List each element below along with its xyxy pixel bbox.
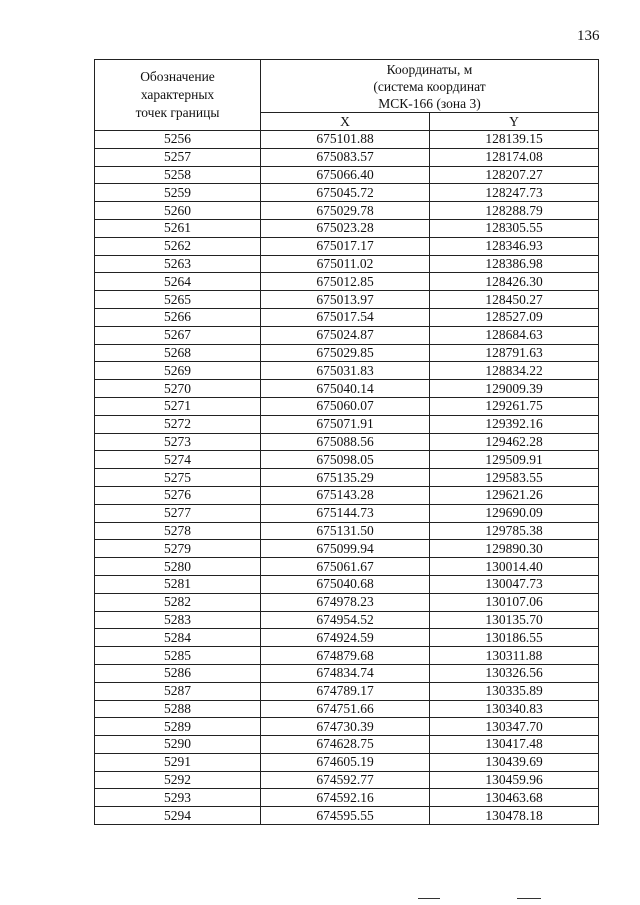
y-coordinate-cell: 129509.91 [430,451,599,469]
y-coordinate-cell: 128791.63 [430,344,599,362]
point-id-cell: 5284 [95,629,261,647]
point-id-cell: 5281 [95,575,261,593]
table-row [95,504,599,522]
table-row [95,415,599,433]
x-coordinate-cell: 675023.28 [261,219,430,237]
x-coordinate-cell: 675011.02 [261,255,430,273]
coords-label-line: Координаты, м [386,61,473,77]
y-coordinate-cell: 130107.06 [430,593,599,611]
y-coordinate-cell: 129890.30 [430,540,599,558]
y-column-header: Y [430,113,599,131]
y-coordinate-cell: 128346.93 [430,237,599,255]
x-coordinate-cell: 674605.19 [261,753,430,771]
table-row [95,166,599,184]
table-row [95,237,599,255]
y-coordinate-cell: 129785.38 [430,522,599,540]
x-coordinate-cell: 674628.75 [261,736,430,754]
table-row [95,131,599,149]
x-coordinate-cell: 674592.77 [261,771,430,789]
point-id-cell: 5293 [95,789,261,807]
x-coordinate-cell: 675029.78 [261,202,430,220]
point-id-cell: 5271 [95,397,261,415]
y-coordinate-cell: 128247.73 [430,184,599,202]
y-coordinate-cell: 128684.63 [430,326,599,344]
x-coordinate-cell: 675066.40 [261,166,430,184]
point-id-cell: 5261 [95,219,261,237]
table-row [95,148,599,166]
point-id-cell: 5288 [95,700,261,718]
table-row [95,540,599,558]
point-id-cell: 5283 [95,611,261,629]
y-coordinate-cell: 128450.27 [430,291,599,309]
y-coordinate-cell: 128834.22 [430,362,599,380]
point-id-cell: 5294 [95,807,261,825]
table-row [95,202,599,220]
point-label-line: Обозначение [140,69,215,84]
x-coordinate-cell: 675098.05 [261,451,430,469]
page-number: 136 [577,28,600,44]
x-coordinate-cell: 675099.94 [261,540,430,558]
point-id-cell: 5275 [95,469,261,487]
y-coordinate-cell: 128426.30 [430,273,599,291]
table-row [95,344,599,362]
point-id-cell: 5285 [95,647,261,665]
table-row [95,397,599,415]
table-row [95,611,599,629]
point-id-cell: 5260 [95,202,261,220]
x-coordinate-cell: 674592.16 [261,789,430,807]
y-coordinate-cell: 130417.48 [430,736,599,754]
point-id-cell: 5286 [95,664,261,682]
footer-mark [418,898,440,899]
y-coordinate-cell: 130135.70 [430,611,599,629]
x-coordinate-cell: 675131.50 [261,522,430,540]
point-id-cell: 5290 [95,736,261,754]
coordinates-table [94,59,599,825]
y-coordinate-cell: 128139.15 [430,131,599,149]
table-row [95,362,599,380]
y-coordinate-cell: 130014.40 [430,558,599,576]
table-row [95,647,599,665]
coordinates-header [261,60,599,113]
point-label-line: характерных [140,87,215,102]
point-id-cell: 5259 [95,184,261,202]
point-id-cell: 5277 [95,504,261,522]
x-coordinate-cell: 675040.68 [261,575,430,593]
x-coordinate-cell: 675012.85 [261,273,430,291]
point-id-cell: 5258 [95,166,261,184]
table-row [95,469,599,487]
table-row [95,807,599,825]
table-row [95,558,599,576]
y-coordinate-cell: 129261.75 [430,397,599,415]
table-row [95,629,599,647]
point-id-cell: 5262 [95,237,261,255]
table-row [95,753,599,771]
x-coordinate-cell: 675088.56 [261,433,430,451]
y-coordinate-cell: 130439.69 [430,753,599,771]
point-label-header [95,60,261,131]
y-coordinate-cell: 128207.27 [430,166,599,184]
point-id-cell: 5291 [95,753,261,771]
x-coordinate-cell: 675045.72 [261,184,430,202]
y-coordinate-cell: 130335.89 [430,682,599,700]
coords-label-line: МСК-166 (зона 3) [378,95,481,111]
table-row [95,184,599,202]
point-id-cell: 5276 [95,486,261,504]
table-row [95,575,599,593]
table-row [95,291,599,309]
x-coordinate-cell: 675143.28 [261,486,430,504]
y-coordinate-cell: 129009.39 [430,380,599,398]
footer-mark [517,898,541,899]
table-row [95,593,599,611]
x-coordinate-cell: 675060.07 [261,397,430,415]
table-row [95,273,599,291]
point-id-cell: 5282 [95,593,261,611]
table-row [95,486,599,504]
point-id-cell: 5256 [95,131,261,149]
table-row [95,664,599,682]
y-coordinate-cell: 130347.70 [430,718,599,736]
point-id-cell: 5265 [95,291,261,309]
point-id-cell: 5278 [95,522,261,540]
point-id-cell: 5264 [95,273,261,291]
table-row [95,451,599,469]
y-coordinate-cell: 129583.55 [430,469,599,487]
x-coordinate-cell: 674954.52 [261,611,430,629]
x-column-header: X [261,113,430,131]
table-row [95,771,599,789]
x-coordinate-cell: 675101.88 [261,131,430,149]
point-label-line: точек границы [135,105,220,120]
x-coordinate-cell: 674595.55 [261,807,430,825]
point-id-cell: 5270 [95,380,261,398]
table-row [95,682,599,700]
y-coordinate-cell: 129462.28 [430,433,599,451]
y-coordinate-cell: 129690.09 [430,504,599,522]
table-row [95,789,599,807]
point-id-cell: 5292 [95,771,261,789]
y-coordinate-cell: 130459.96 [430,771,599,789]
table-header-row [95,60,599,113]
x-coordinate-cell: 675031.83 [261,362,430,380]
y-coordinate-cell: 128386.98 [430,255,599,273]
table-row [95,308,599,326]
point-id-cell: 5263 [95,255,261,273]
table-row [95,380,599,398]
table-row [95,255,599,273]
x-coordinate-cell: 675071.91 [261,415,430,433]
x-coordinate-cell: 675024.87 [261,326,430,344]
x-coordinate-cell: 674879.68 [261,647,430,665]
x-coordinate-cell: 675013.97 [261,291,430,309]
y-coordinate-cell: 128305.55 [430,219,599,237]
x-coordinate-cell: 675040.14 [261,380,430,398]
x-coordinate-cell: 675017.17 [261,237,430,255]
x-coordinate-cell: 674978.23 [261,593,430,611]
y-coordinate-cell: 130186.55 [430,629,599,647]
point-id-cell: 5257 [95,148,261,166]
coords-label-line: (система координат [373,78,486,94]
x-coordinate-cell: 675083.57 [261,148,430,166]
x-coordinate-cell: 674751.66 [261,700,430,718]
x-coordinate-cell: 674924.59 [261,629,430,647]
y-coordinate-cell: 130478.18 [430,807,599,825]
point-id-cell: 5289 [95,718,261,736]
x-coordinate-cell: 674730.39 [261,718,430,736]
table-row [95,219,599,237]
table-row [95,700,599,718]
point-id-cell: 5279 [95,540,261,558]
x-coordinate-cell: 675144.73 [261,504,430,522]
point-id-cell: 5274 [95,451,261,469]
y-coordinate-cell: 128288.79 [430,202,599,220]
y-coordinate-cell: 129392.16 [430,415,599,433]
x-coordinate-cell: 674834.74 [261,664,430,682]
x-coordinate-cell: 675029.85 [261,344,430,362]
table-row [95,326,599,344]
coordinates-table-body [95,60,599,825]
point-id-cell: 5280 [95,558,261,576]
point-id-cell: 5267 [95,326,261,344]
table-row [95,736,599,754]
y-coordinate-cell: 130326.56 [430,664,599,682]
point-id-cell: 5268 [95,344,261,362]
x-coordinate-cell: 674789.17 [261,682,430,700]
point-id-cell: 5287 [95,682,261,700]
y-coordinate-cell: 130340.83 [430,700,599,718]
point-id-cell: 5266 [95,308,261,326]
y-coordinate-cell: 130463.68 [430,789,599,807]
x-coordinate-cell: 675061.67 [261,558,430,576]
y-coordinate-cell: 128174.08 [430,148,599,166]
table-row [95,718,599,736]
y-coordinate-cell: 129621.26 [430,486,599,504]
point-id-cell: 5273 [95,433,261,451]
y-coordinate-cell: 128527.09 [430,308,599,326]
x-coordinate-cell: 675135.29 [261,469,430,487]
table-row [95,433,599,451]
y-coordinate-cell: 130047.73 [430,575,599,593]
point-id-cell: 5272 [95,415,261,433]
y-coordinate-cell: 130311.88 [430,647,599,665]
point-id-cell: 5269 [95,362,261,380]
table-row [95,522,599,540]
x-coordinate-cell: 675017.54 [261,308,430,326]
